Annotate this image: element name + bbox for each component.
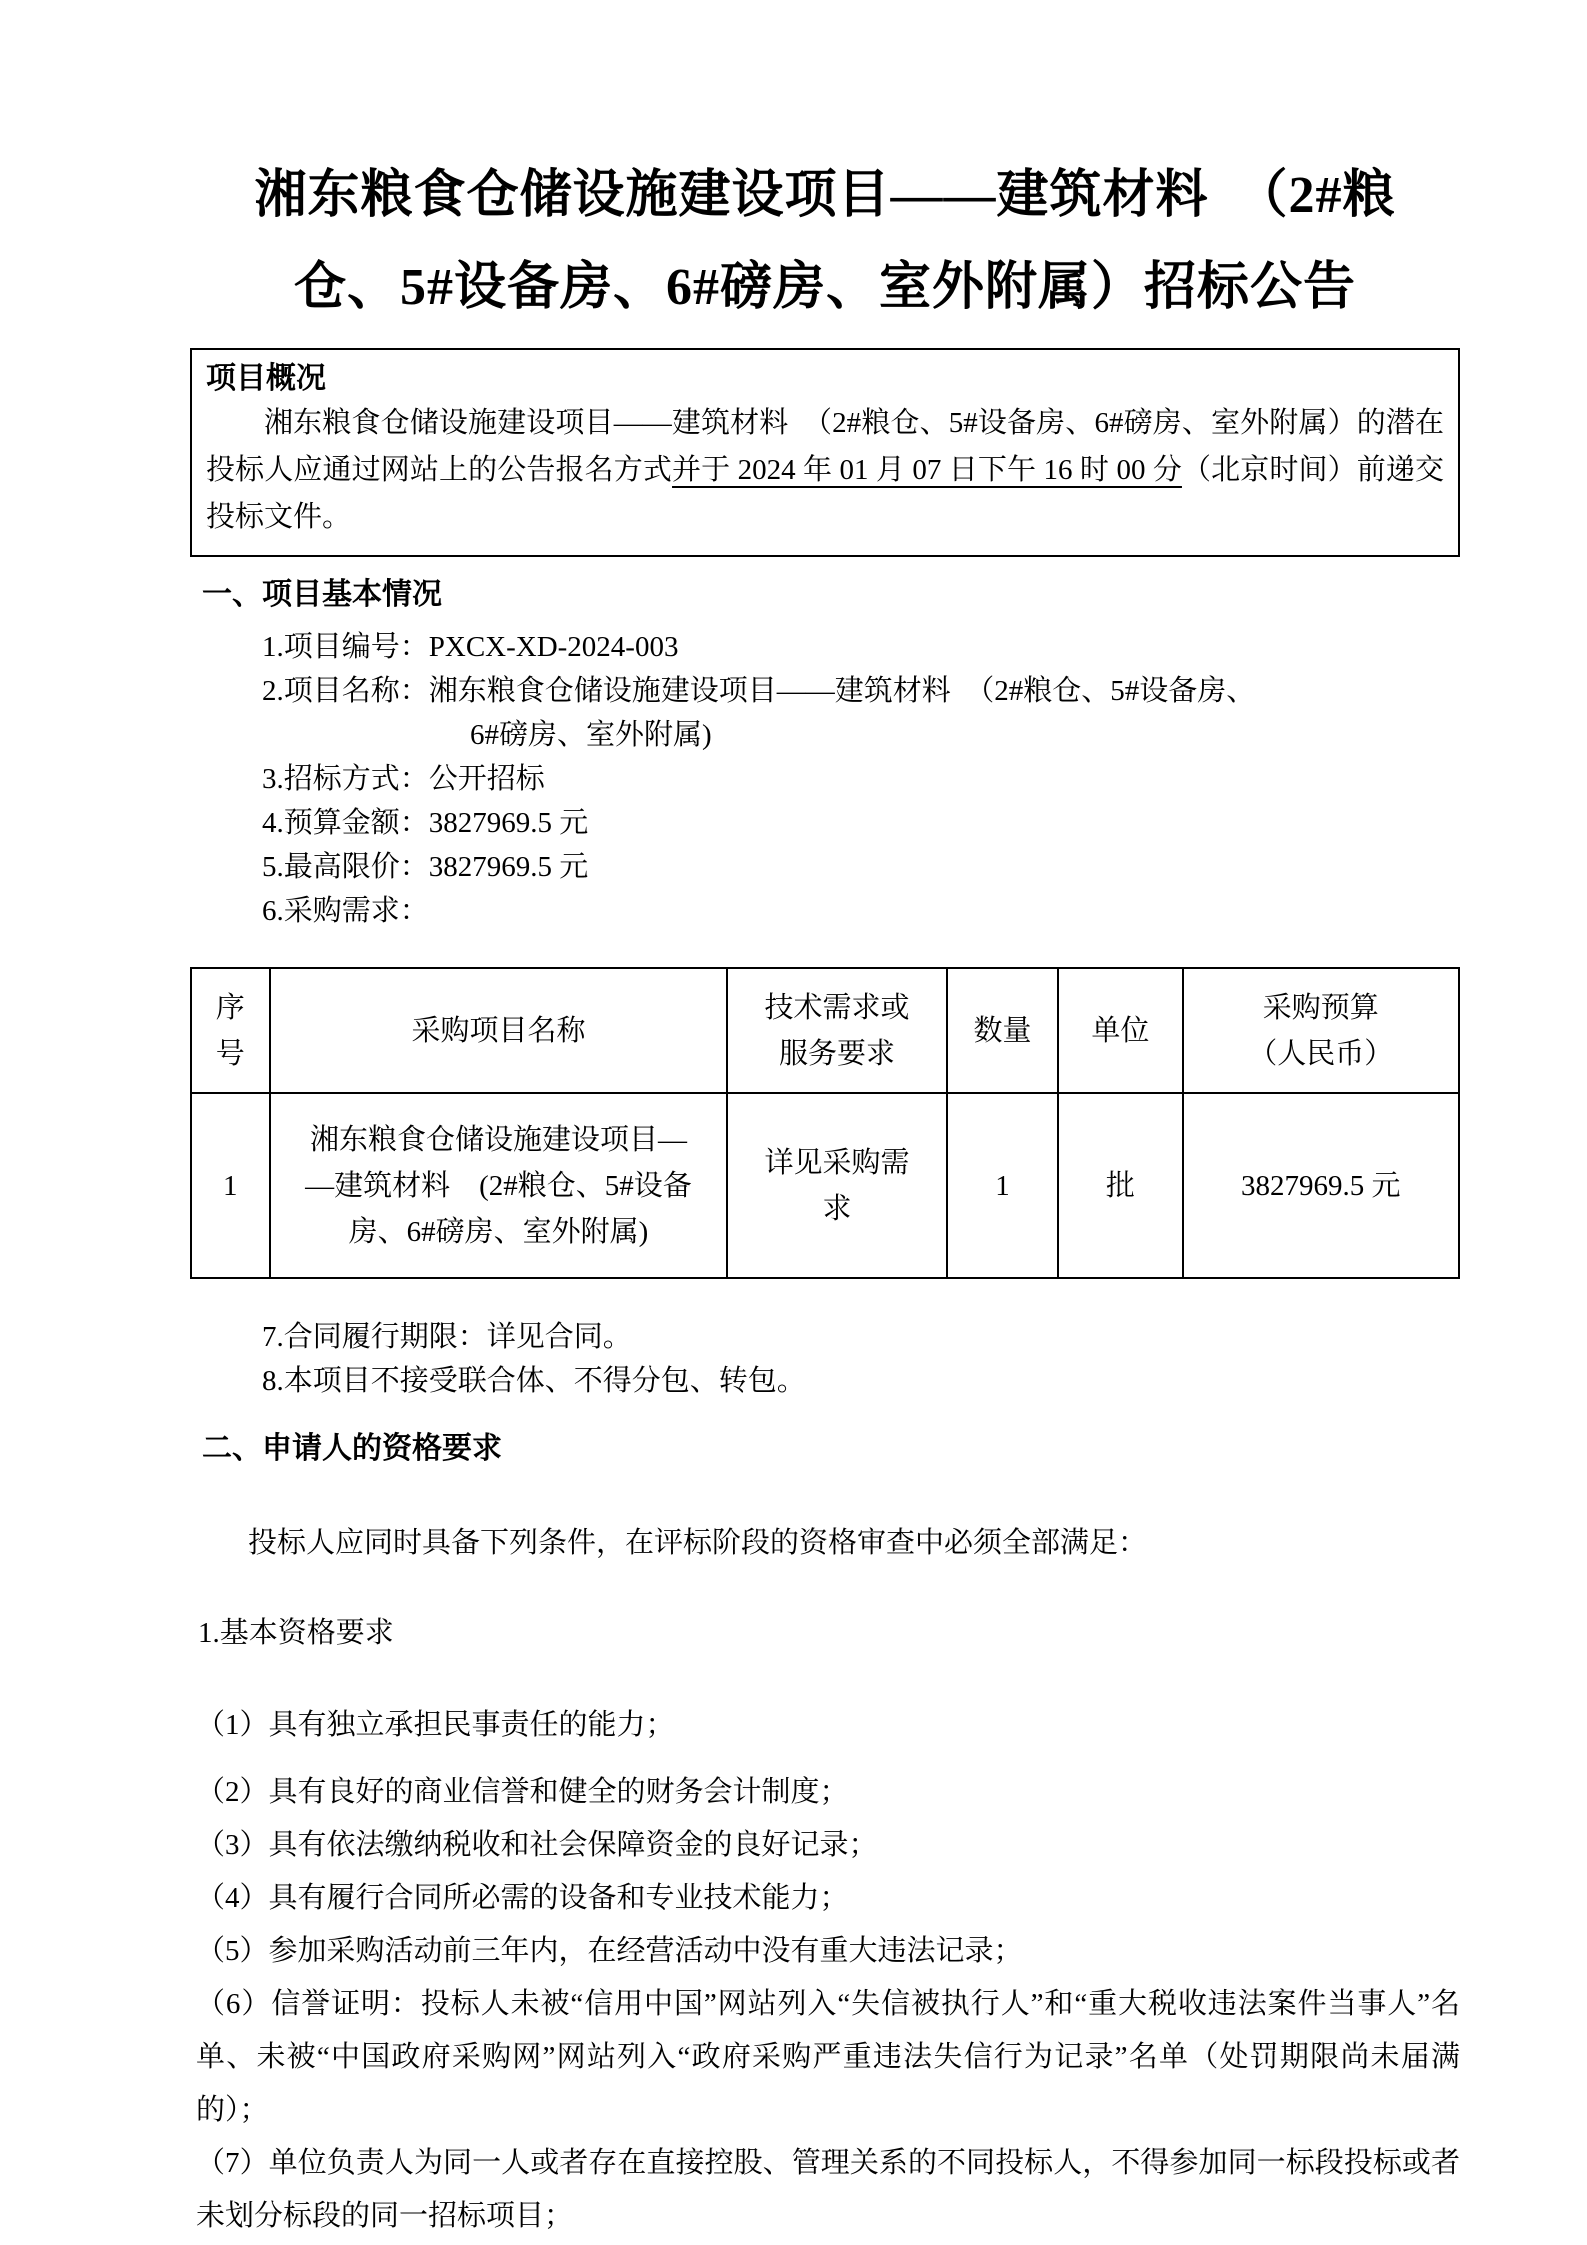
list-item-project-name: 2.项目名称：湘东粮食仓储设施建设项目——建筑材料 （2#粮仓、5#设备房、 6#磅房、室外附属) xyxy=(262,675,1256,751)
qualification-item-4: （4）具有履行合同所必需的设备和专业技术能力； xyxy=(196,1882,849,1914)
list-item-max-price: 5.最高限价：3827969.5 元 xyxy=(262,851,589,883)
overview-heading: 项目概况 xyxy=(206,362,326,395)
cell-seq: 1 xyxy=(191,1093,270,1278)
procurement-table xyxy=(190,967,1460,1279)
section-1-heading: 一、项目基本情况 xyxy=(202,578,442,611)
cell-unit: 批 xyxy=(1058,1093,1182,1278)
cell-budget: 3827969.5 元 xyxy=(1183,1093,1459,1278)
qualification-item-3: （3）具有依法缴纳税收和社会保障资金的良好记录； xyxy=(196,1829,878,1861)
qualification-item-1: （1）具有独立承担民事责任的能力； xyxy=(196,1709,675,1741)
section-1-list xyxy=(190,625,1460,933)
qualification-intro: 投标人应同时具备下列条件，在评标阶段的资格审查中必须全部满足： xyxy=(248,1527,1148,1559)
overview-paragraph-post: （北京时间）前递交投标文件。 xyxy=(206,454,1444,533)
list-item-bid-method: 3.招标方式：公开招标 xyxy=(262,763,545,795)
list-item-budget: 4.预算金额：3827969.5 元 xyxy=(262,807,589,839)
col-header-seq: 序 号 xyxy=(191,968,270,1093)
section-1-list-after-table xyxy=(190,1315,1460,1403)
cell-tech-req: 详见采购需 求 xyxy=(727,1093,946,1278)
qualification-item-5: （5）参加采购活动前三年内，在经营活动中没有重大违法记录； xyxy=(196,1935,1023,1967)
list-item-contract-term: 7.合同履行期限：详见合同。 xyxy=(262,1321,632,1353)
project-overview-box xyxy=(190,348,1460,557)
qualification-item-2: （2）具有良好的商业信誉和健全的财务会计制度； xyxy=(196,1776,849,1808)
basic-qualification-subheading: 1.基本资格要求 xyxy=(198,1617,394,1649)
col-header-item-name: 采购项目名称 xyxy=(270,968,728,1093)
qualification-item-7: （7）单位负责人为同一人或者存在直接控股、管理关系的不同投标人，不得参加同一标段投标或者未划分标段的同一招标项目； xyxy=(196,2147,1460,2232)
overview-paragraph-pre: 湘东粮食仓储设施建设项目——建筑材料 （2#粮仓、5#设备房、6#磅房、室外附属）的潜在投标人应通过网站上的公告报名方式 xyxy=(206,407,1444,486)
cell-qty: 1 xyxy=(947,1093,1059,1278)
section-2-heading: 二、申请人的资格要求 xyxy=(202,1432,502,1465)
qualification-list xyxy=(190,1699,1460,2243)
cell-item-name: 湘东粮食仓储设施建设项目— —建筑材料 (2#粮仓、5#设备 房、6#磅房、室外附属) xyxy=(270,1093,728,1278)
list-item-no-consortium: 8.本项目不接受联合体、不得分包、转包。 xyxy=(262,1365,806,1397)
qualification-item-6: （6）信誉证明：投标人未被“信用中国”网站列入“失信被执行人”和“重大税收违法案件当事人”名单、未被“中国政府采购网”网站列入“政府采购严重违法失信行为记录”名单（处罚期限尚未届满的）； xyxy=(196,1988,1460,2126)
col-header-unit: 单位 xyxy=(1058,968,1182,1093)
deadline-underlined-text: 并于 2024 年 01 月 07 日下午 16 时 00 分 xyxy=(672,454,1182,486)
list-item-project-number: 1.项目编号：PXCX-XD-2024-003 xyxy=(262,631,679,663)
table-row xyxy=(191,1093,1459,1278)
table-header-row xyxy=(191,968,1459,1093)
document-title: 湘东粮食仓储设施建设项目——建筑材料 （2#粮 仓、5#设备房、6#磅房、室外附属）招标公告 xyxy=(254,167,1396,316)
col-header-budget: 采购预算 （人民币） xyxy=(1183,968,1459,1093)
list-item-procurement-demand: 6.采购需求： xyxy=(262,895,429,927)
col-header-tech-req: 技术需求或 服务要求 xyxy=(727,968,946,1093)
col-header-qty: 数量 xyxy=(947,968,1059,1093)
overview-paragraph xyxy=(206,400,1444,541)
